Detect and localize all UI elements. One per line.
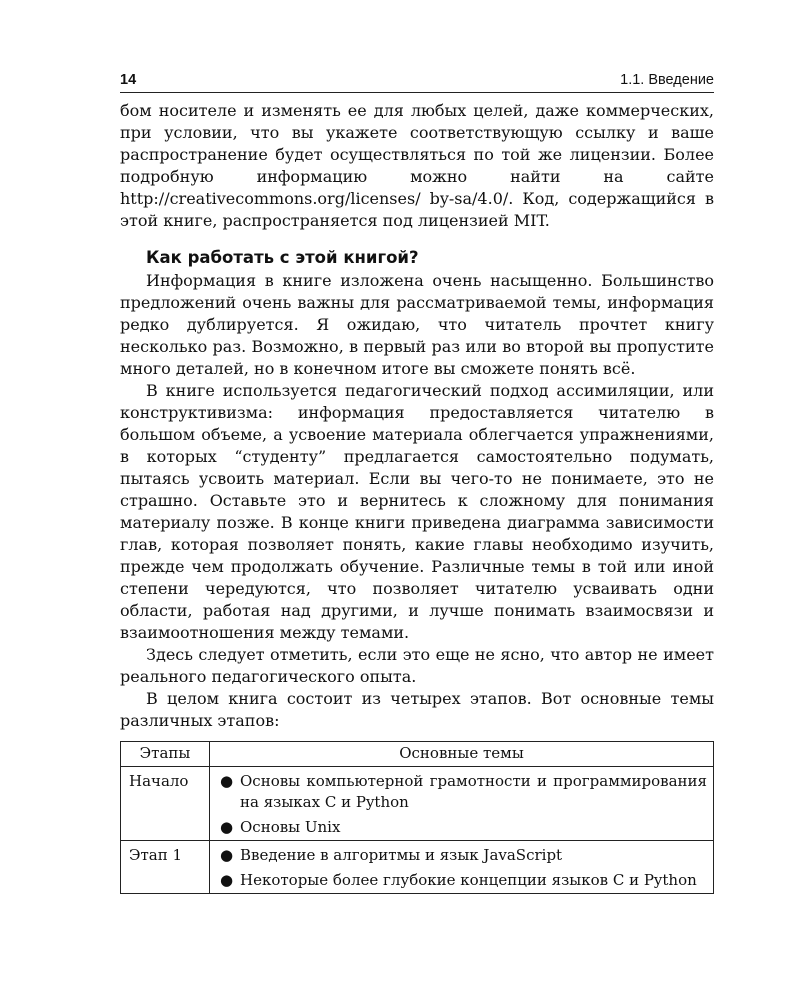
table-row <box>121 767 714 841</box>
bullet-icon: ● <box>220 772 234 790</box>
paragraph-license: бом носителе и изменять ее для любых целей, даже коммерческих, при условии, что вы укажете соответствующую ссылку и ваше распространение будет осуществляться по той же лицензии. Более подробную информацию можно найти на сайте http://creativecommons.org/licenses/ by-sa/4.0/. Код, содержащийся в этой книге, распространяется под лицензией MIT. <box>120 101 714 230</box>
paragraph-stages-intro: В целом книга состоит из четырех этапов. Вот основные темы различных этапов: <box>120 689 714 730</box>
bullet-icon: ● <box>220 846 234 864</box>
column-header-stages: Этапы <box>121 742 210 767</box>
list-item-text: Некоторые более глубокие концепции языков C и Python <box>240 871 697 889</box>
table-row <box>121 841 714 894</box>
section-title: 1.1. Введение <box>620 72 714 88</box>
list-item <box>218 771 707 813</box>
bullet-icon: ● <box>220 871 234 889</box>
page-body <box>120 100 714 894</box>
list-item-text: Введение в алгоритмы и язык JavaScript <box>240 846 563 864</box>
topics-cell <box>210 841 714 894</box>
list-item <box>218 817 707 838</box>
paragraph-intro: Информация в книге изложена очень насыщенно. Большинство предложений очень важны для рассматриваемой темы, информация редко дублируется. Я ожидаю, что читатель прочтет книгу несколько раз. Возможно, в первый раз или во второй вы пропустите много деталей, но в конечном итоге вы сможете понять всё. <box>120 271 714 378</box>
list-item-text: Основы компьютерной грамотности и программирования на языках C и Python <box>240 772 707 811</box>
section-heading: Как работать с этой книгой? <box>146 248 419 267</box>
column-header-topics: Основные темы <box>210 742 714 767</box>
topics-list <box>218 771 707 838</box>
paragraph-author-note: Здесь следует отметить, если это еще не ясно, что автор не имеет реального педагогического опыта. <box>120 645 714 686</box>
paragraph-approach: В книге используется педагогический подход ассимиляции, или конструктивизма: информация предоставляется читателю в большом объеме, а усвоение материала облегчается упражнениями, в которых “студенту” предлагается самостоятельно подумать, пытаясь усвоить материал. Если вы чего-то не понимаете, это не страшно. Оставьте это и вернитесь к сложному для понимания материалу позже. В конце книги приведена диаграмма зависимости глав, которая позволяет понять, какие главы необходимо изучить, прежде чем продолжать обучение. Различные темы в той или иной степени чередуются, что позволяет читателю усваивать одни области, работая над другими, и лучше понимать взаимосвязи и взаимоотношения между темами. <box>120 381 714 642</box>
list-item-text: Основы Unix <box>240 818 341 836</box>
bullet-icon: ● <box>220 818 234 836</box>
table-header-row <box>121 742 714 767</box>
stages-table <box>120 741 714 894</box>
topics-cell <box>210 767 714 841</box>
list-item <box>218 845 707 866</box>
stage-cell: Начало <box>121 767 210 841</box>
list-item <box>218 870 707 891</box>
stage-cell: Этап 1 <box>121 841 210 894</box>
running-header <box>120 70 714 93</box>
page-number: 14 <box>120 72 137 88</box>
topics-list <box>218 845 707 891</box>
